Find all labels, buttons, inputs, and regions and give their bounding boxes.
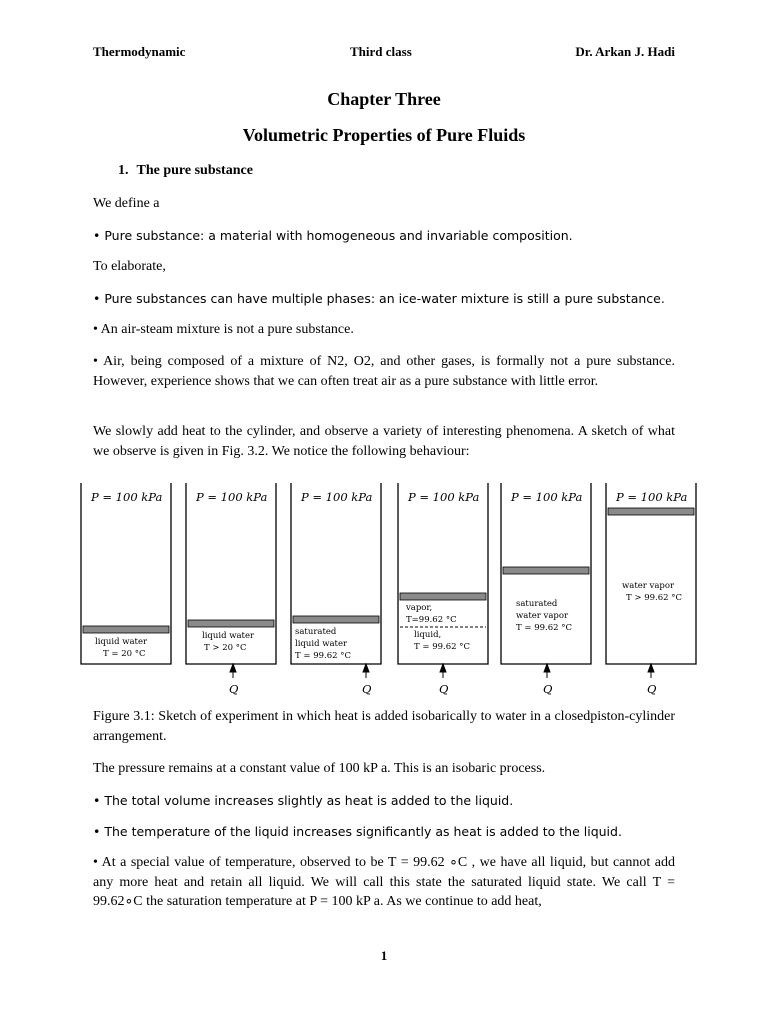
bullet-total-volume: • The total volume increases slightly as heat is added to the liquid. <box>93 793 514 808</box>
cyl1-label-2: T = 20 °C <box>103 649 146 659</box>
header-class: Third class <box>350 44 412 59</box>
header-course: Thermodynamic <box>93 44 186 59</box>
cyl2-label-2: T > 20 °C <box>204 643 247 653</box>
cyl3-label-1: saturated <box>295 627 337 637</box>
cyl6-label-2: T > 99.62 °C <box>626 593 682 603</box>
bullet-temperature: • The temperature of the liquid increases significantly as heat is added to the liquid. <box>93 824 622 839</box>
pressure-label-4: P = 100 kPa <box>408 490 480 504</box>
cyl5-label-3: T = 99.62 °C <box>516 623 572 633</box>
bullet-air: • Air, being composed of a mixture of N2, O2, and other gases, is formally not a pure substance. However, experience shows that we can often treat air as a pure substance with little error. <box>93 354 675 389</box>
cyl6-label-1: water vapor <box>622 581 675 591</box>
heat-arrow-1 <box>230 664 236 678</box>
piston-2 <box>188 620 274 627</box>
pressure-label-2: P = 100 kPa <box>196 490 268 504</box>
section-number: 1. <box>118 163 129 178</box>
heat-label-2: Q <box>362 682 372 696</box>
heat-arrow-4 <box>544 664 550 678</box>
cyl5-label-1: saturated <box>516 599 558 609</box>
piston-1 <box>83 626 169 633</box>
page-number: 1 <box>380 948 388 963</box>
piston-4 <box>400 593 486 600</box>
section-heading <box>118 163 253 179</box>
cyl4-liquid-1: liquid, <box>414 630 442 640</box>
bullet-saturation: • At a special value of temperature, observed to be T = 99.62 ∘C , we have all liquid, but cannot add any more heat and retain all liquid. We will call this state the saturated liquid state. We call T = 99.62∘C the saturation temperature at P = 100 kP a. As we continue to add heat, <box>93 855 675 909</box>
piston-3 <box>293 616 379 623</box>
piston-6 <box>608 508 694 515</box>
cylinder-wall-4 <box>398 483 488 664</box>
paragraph-elaborate: To elaborate, <box>93 259 166 274</box>
paragraph-add-heat: We slowly add heat to the cylinder, and observe a variety of interesting phenomena. A sketch of what we observe is given in Fig. 3.2. We notice the following behaviour: <box>93 424 675 459</box>
heat-label-5: Q <box>647 682 657 696</box>
heat-arrow-5 <box>648 664 654 678</box>
pressure-label-5: P = 100 kPa <box>511 490 583 504</box>
piston-5 <box>503 567 589 574</box>
heat-label-1: Q <box>229 682 239 696</box>
paragraph-isobaric: The pressure remains at a constant value of 100 kP a. This is an isobaric process. <box>93 761 546 776</box>
cyl3-label-2: liquid water <box>295 639 348 649</box>
cyl4-vapor-2: T=99.62 °C <box>406 615 457 625</box>
pressure-label-3: P = 100 kPa <box>301 490 373 504</box>
cyl3-label-3: T = 99.62 °C <box>295 651 351 661</box>
heat-arrow-3 <box>440 664 446 678</box>
header-author: Dr. Arkan J. Hadi <box>575 44 675 59</box>
page-header <box>93 44 675 62</box>
heat-label-3: Q <box>439 682 449 696</box>
paragraph-define: We define a <box>93 196 160 211</box>
pressure-label-1: P = 100 kPa <box>91 490 163 504</box>
pressure-label-6: P = 100 kPa <box>616 490 688 504</box>
heat-arrow-2 <box>363 664 369 678</box>
section-title: The pure substance <box>136 163 253 178</box>
bullet-multiple-phases: • Pure substances can have multiple phases: an ice-water mixture is still a pure substance. <box>93 291 665 306</box>
heat-label-4: Q <box>543 682 553 696</box>
bullet-air-steam: • An air-steam mixture is not a pure substance. <box>93 322 354 337</box>
cyl1-label-1: liquid water <box>95 637 148 647</box>
cyl4-vapor-1: vapor, <box>406 603 433 613</box>
cyl2-label-1: liquid water <box>202 631 255 641</box>
cyl5-label-2: water vapor <box>516 611 569 621</box>
cyl4-liquid-2: T = 99.62 °C <box>414 642 470 652</box>
piston-cylinder-figure <box>78 478 698 700</box>
chapter-title: Chapter Three <box>327 89 441 109</box>
figure-caption: Figure 3.1: Sketch of experiment in which heat is added isobarically to water in a closedpiston-cylinder arrangement. <box>93 709 675 744</box>
bullet-pure-substance: • Pure substance: a material with homogeneous and invariable composition. <box>93 228 573 243</box>
chapter-subtitle: Volumetric Properties of Pure Fluids <box>242 125 526 145</box>
